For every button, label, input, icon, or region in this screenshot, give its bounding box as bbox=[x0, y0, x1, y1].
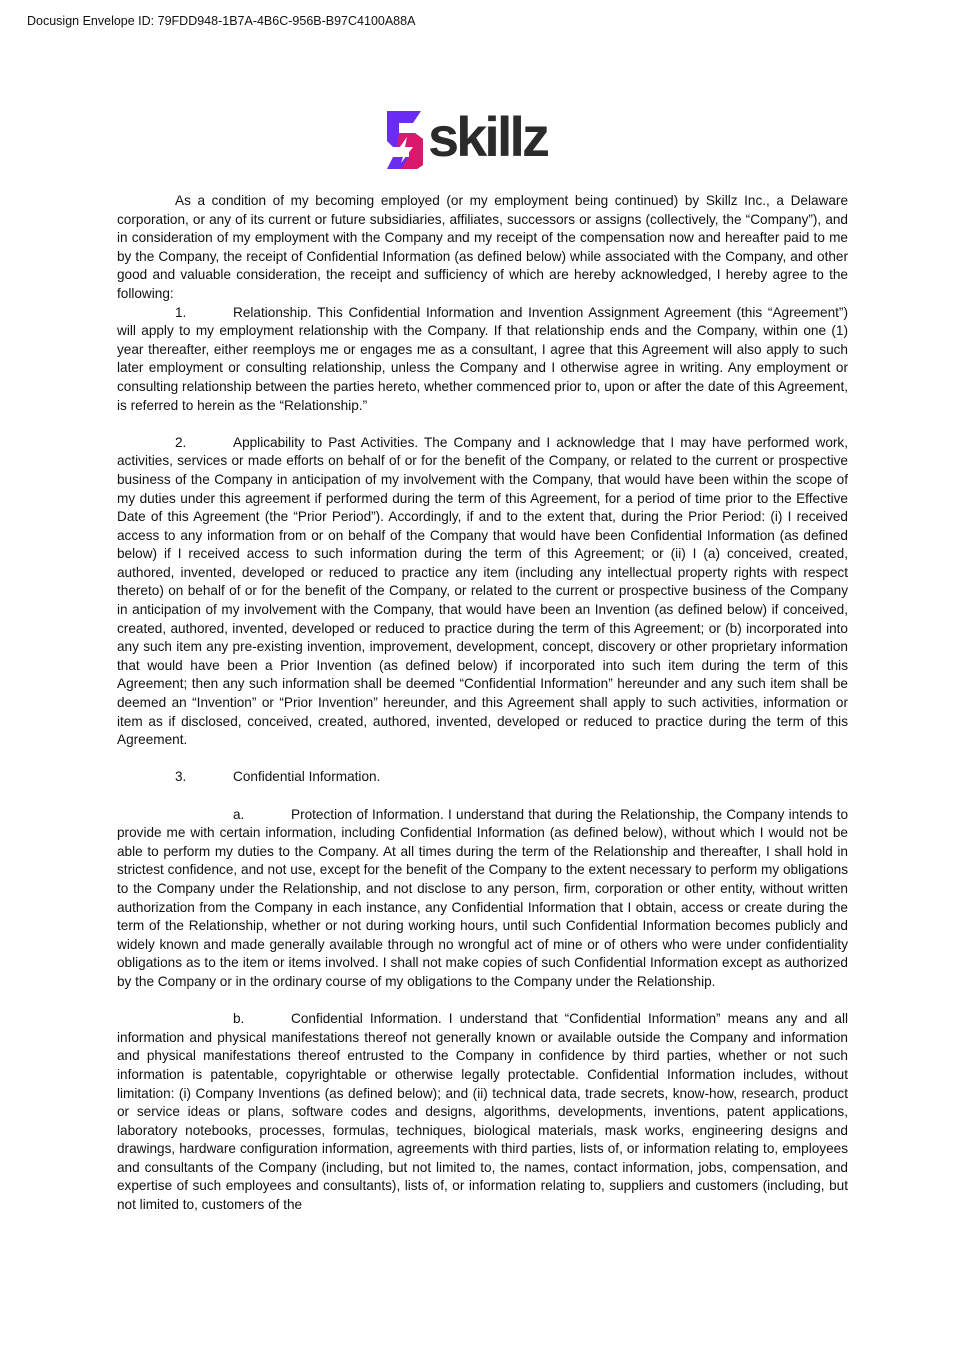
section-3b-body: I understand that “Confidential Information” means any and all information and physical manifestations thereof not generally known or available outside the Company and information and physical manifestations thereof entrusted to the Company in confidence by third parties, whether or not such information is patentable, copyrightable or otherwise legally protectable. Confidential Information includes, without limitation: (i) Company Inventions (as defined below); and (ii) technical data, trade secrets, know-how, research, product or service ideas or plans, software codes and designs, algorithms, developments, inventions, patent applications, laboratory notebooks, processes, formulas, techniques, biological materials, mask works, engineering designs and drawings, hardware configuration information, agreements with third parties, lists of, or information relating to, employees and consultants of the Company (including, but not limited to, the names, contact information, jobs, compensation, and expertise of such employees and consultants), lists of, or information relating to, suppliers and customers (including, but not limited to, customers of the bbox=[117, 1011, 848, 1213]
skillz-logo-icon bbox=[383, 107, 427, 171]
agreement-body bbox=[117, 192, 848, 1215]
skillz-logo bbox=[383, 107, 553, 171]
section-1 bbox=[117, 304, 848, 416]
section-3b-title: Confidential Information. bbox=[291, 1011, 442, 1027]
section-1-body: This Confidential Information and Invention Assignment Agreement (this “Agreement”) will apply to my employment relationship with the Company. If that relationship ends and the Company, within one (1) year thereafter, either reemploys me or engages me as a consultant, I agree that this Agreement will also apply to such later employment or consulting relationship, unless the Company and I otherwise agree in writing. Any employment or consulting relationship between the parties hereto, whether commenced prior to, upon or after the date of this Agreement, is referred to herein as the “Relationship.” bbox=[117, 304, 848, 413]
section-3a-title: Protection of Information. bbox=[291, 806, 444, 822]
section-3-heading bbox=[117, 768, 848, 787]
section-2-body: The Company and I acknowledge that I may have performed work, activities, services or made efforts on behalf of or for the benefit of the Company, or related to the current or prospective business of the Company in anticipation of my involvement with the Company, that would have been within the scope of my duties under this agreement if performed during the term of this Agreement, for a period of time prior to the Effective Date of this Agreement (the “Prior Period”). Accordingly, if and to the extent that, during the Prior Period: (i) I received access to any information from or on behalf of the Company that would have been Confidential Information (as defined below) if I received access to such information during the term of this Agreement; or (ii) I (a) conceived, created, authored, invented, developed or reduced to practice any item (including any intellectual property rights with respect thereto) on behalf of or for the benefit of the Company, or related to the current or prospective business of the Company in anticipation of my involvement with the Company, that would have been an Invention (as defined below) if conceived, created, authored, invented, developed or reduced to practice during the term of this Agreement; or (b) incorporated into any such item any pre-existing invention, improvement, development, concept, discovery or other proprietary information that would have been a Prior Invention (as defined below) if incorporated into such item during the term of this Agreement; then any such information shall be deemed “Confidential Information” hereunder and any such item shall be deemed an “Invention” or “Prior Invention” hereunder, and this Agreement shall apply to such activities, information or item as if disclosed, conceived, created, authored, invented, developed or reduced to practice during the term of this Agreement. bbox=[117, 434, 848, 748]
section-3b-letter: b. bbox=[233, 1011, 245, 1027]
section-2-title: Applicability to Past Activities. bbox=[233, 434, 419, 450]
section-2-number: 2. bbox=[175, 434, 187, 450]
section-2 bbox=[117, 434, 848, 750]
docusign-envelope-id: Docusign Envelope ID: 79FDD948-1B7A-4B6C-956B-B97C4100A88A bbox=[27, 14, 416, 28]
intro-paragraph: As a condition of my becoming employed (or my employment being continued) by Skillz Inc., a Delaware corporation, or any of its current or future subsidiaries, affiliates, successors or assigns (collectively, the “Company”), and in consideration of my employment with the Company and my receipt of the compensation now and hereafter paid to me by the Company, the receipt of Confidential Information (as defined below) while associated with the Company, and other good and valuable consideration, the receipt and sufficiency of which are hereby acknowledged, I hereby agree to the following: bbox=[117, 193, 848, 301]
section-1-title: Relationship. bbox=[233, 304, 312, 320]
section-3a bbox=[117, 806, 848, 992]
section-1-number: 1. bbox=[175, 304, 187, 320]
section-3-number: 3. bbox=[175, 769, 187, 785]
section-3b bbox=[117, 1010, 848, 1215]
section-3a-body: I understand that during the Relationship, the Company intends to provide me with certain information, including Confidential Information (as defined below), without which I would not be able to perform my duties to the Company. At all times during the term of the Relationship and thereafter, I shall hold in strictest confidence, and not use, except for the benefit of the Company to the extent necessary to perform my obligations to the Company under the Relationship, and not disclose to any person, firm, corporation or other entity, without written authorization from the Company in each instance, any Confidential Information that I obtain, access or create during the term of the Relationship, whether or not during working hours, until such Confidential Information becomes publicly and widely known and made generally available through no wrongful act of mine or of others who were under confidentiality obligations as to the item or items involved. I shall not make copies of such Confidential Information except as authorized by the Company or in the ordinary course of my obligations to the Company under the Relationship. bbox=[117, 806, 849, 989]
skillz-wordmark: skillz bbox=[428, 105, 547, 168]
section-3-title: Confidential Information. bbox=[233, 769, 381, 785]
section-3a-letter: a. bbox=[233, 806, 245, 822]
